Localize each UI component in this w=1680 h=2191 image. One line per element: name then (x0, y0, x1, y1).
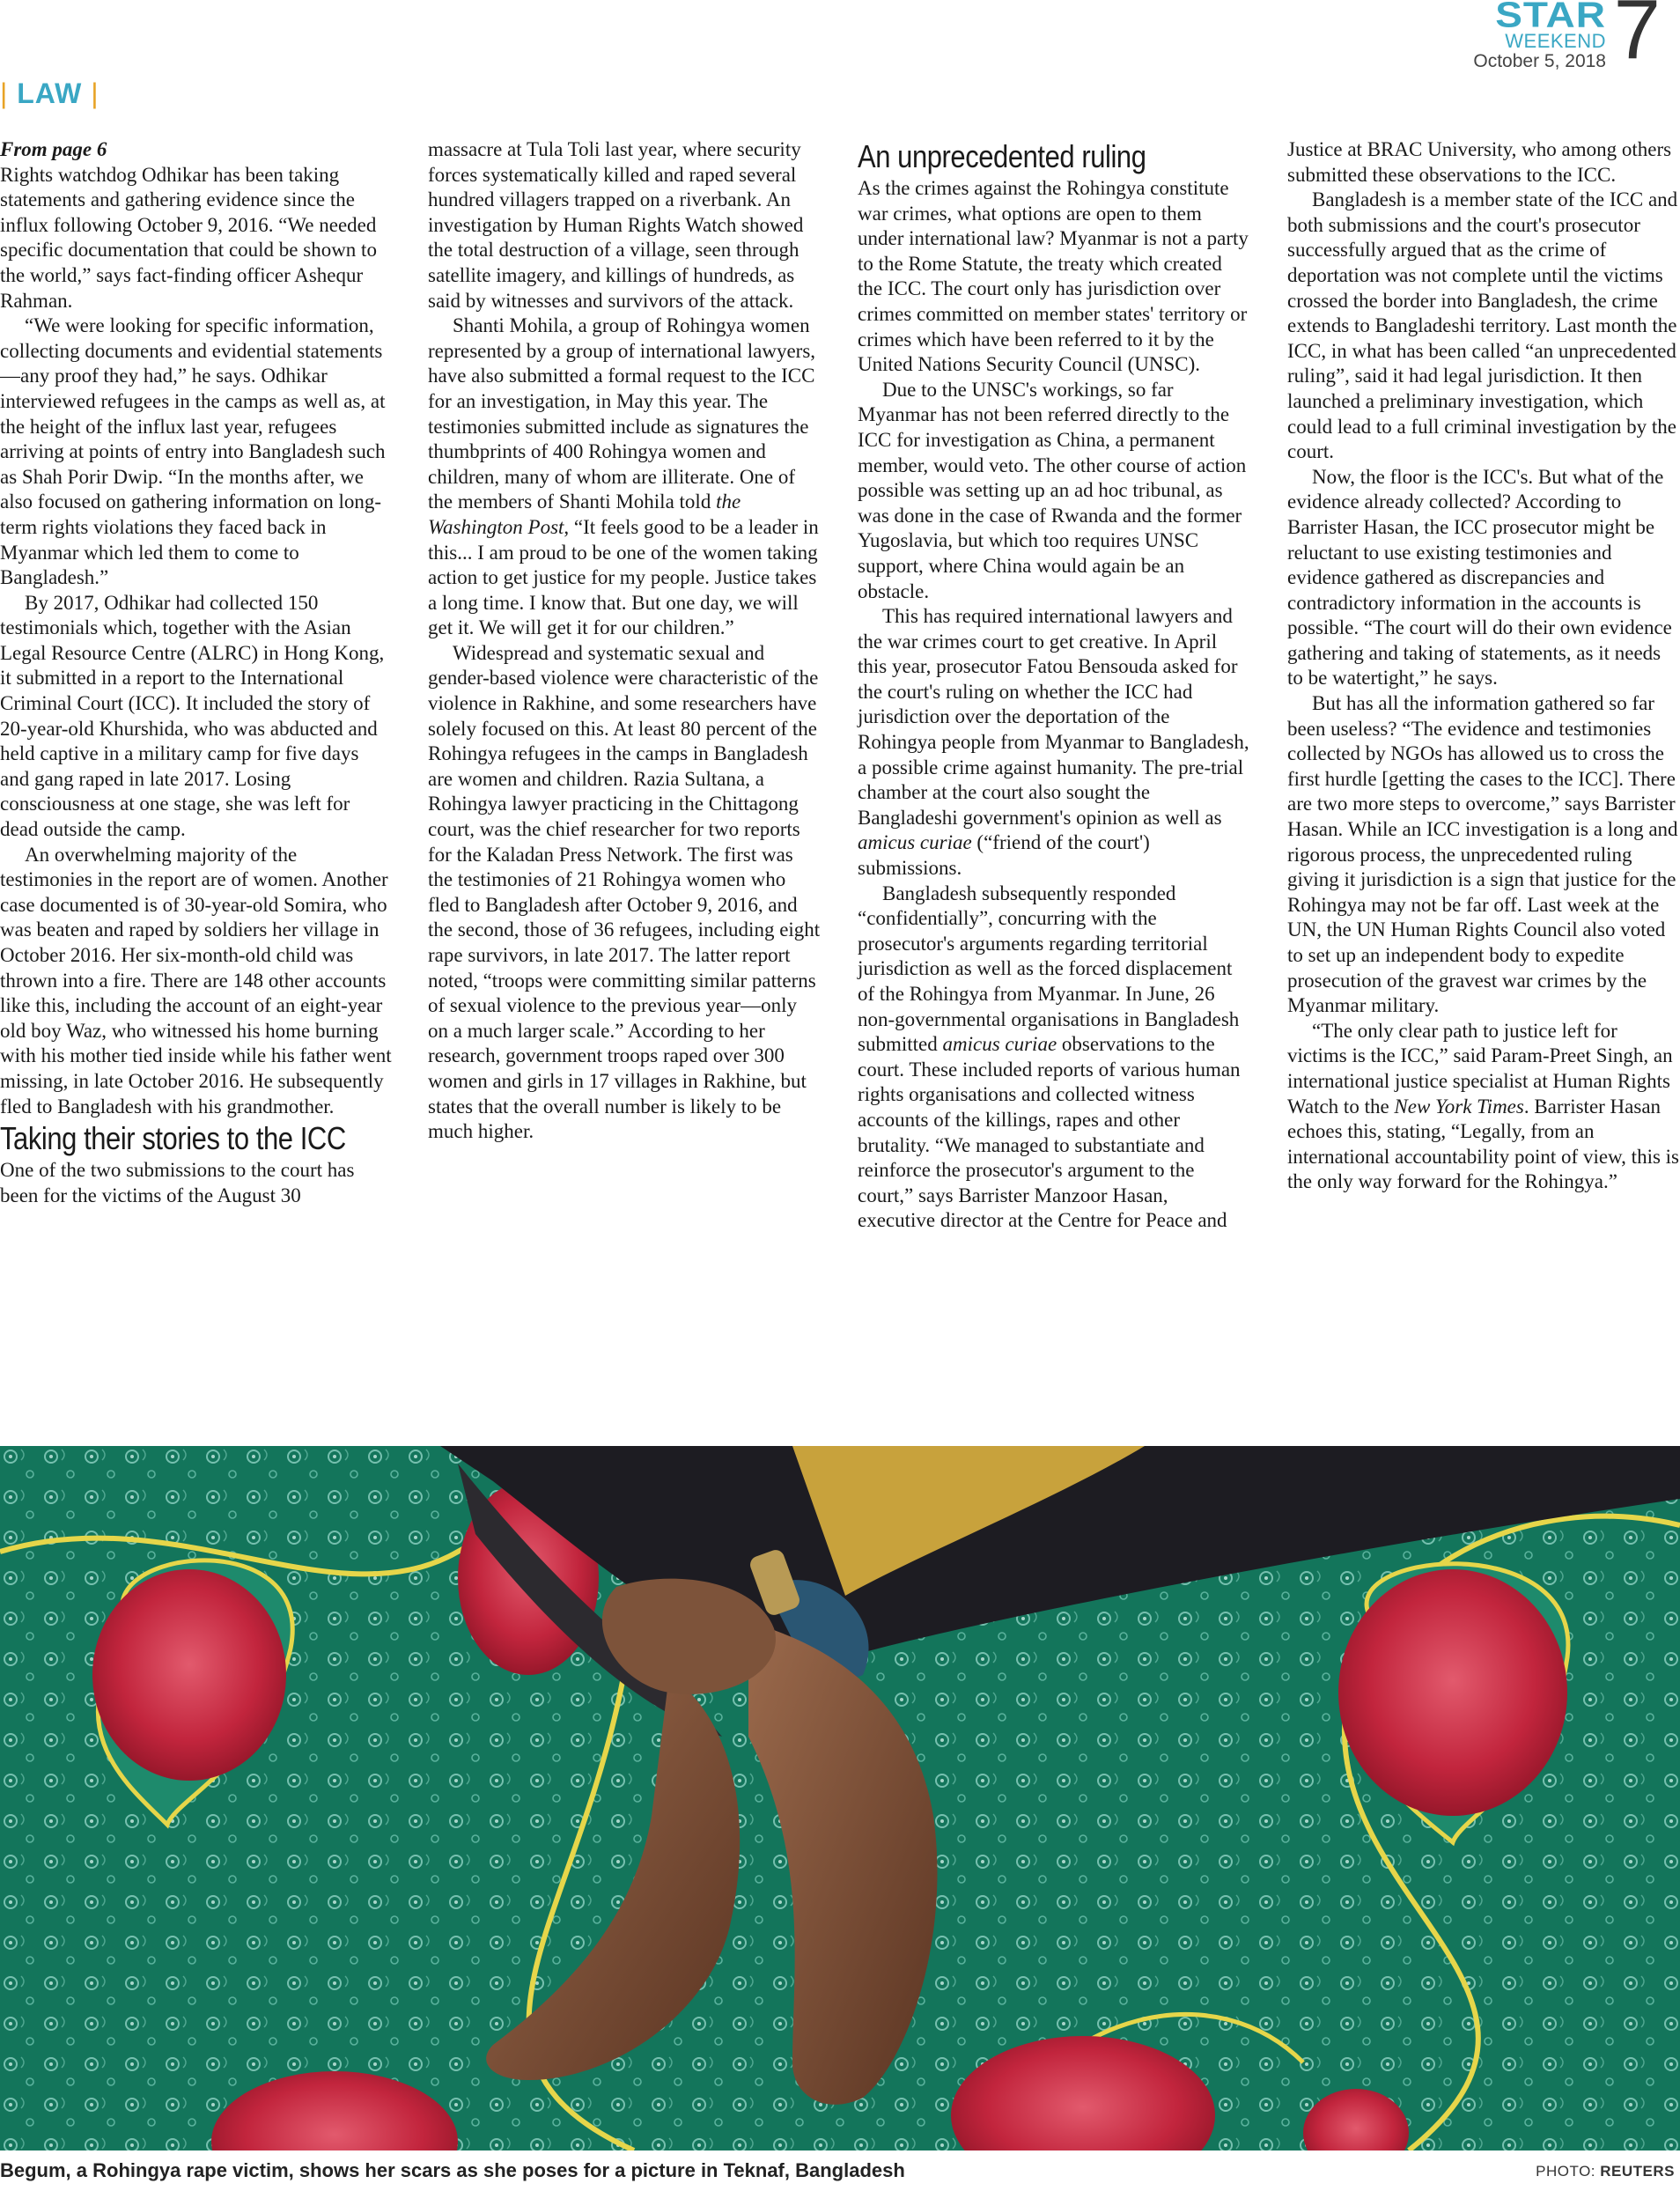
section-bar-left: | (0, 77, 9, 109)
article-column-4 (1287, 137, 1680, 1195)
paragraph: Justice at BRAC University, who among others submitted these observations to the ICC. (1287, 138, 1672, 186)
credit-source: REUTERS (1600, 2163, 1675, 2180)
paragraph: Now, the floor is the ICC's. But what of the evidence already collected? According to Barrister Hasan, the ICC prosecutor might be reluctant to use existing testimonies and evidence gathered as discrepancies and contradictory information in the accounts is possible. “The court will do their own evidence gathering and taking of statements, as it needs to be watertight,” he says. (1287, 465, 1672, 690)
section-label (0, 77, 99, 110)
subheading-taking-stories: Taking their stories to the ICC (0, 1120, 346, 1157)
text-run: (“friend of the court') submissions. (858, 831, 1150, 880)
photo-credit (1536, 2163, 1675, 2180)
paragraph (1287, 1019, 1680, 1195)
continued-from: From page 6 (0, 138, 107, 160)
publication-logo (1495, 0, 1606, 51)
paragraph: By 2017, Odhikar had collected 150 testimonials which, together with the Asian Legal Resource Centre (ALRC) in Hong Kong, it submitted in a report to the International Criminal Court (ICC). It included the story of 20-year-old Khurshida, who was abducted and held captive in a military camp for five days and gang raped in late 2017. Losing consciousness at one stage, she was left for dead outside the camp. (0, 591, 385, 841)
photo-image-icon (0, 1446, 1680, 2150)
photo-illustration (0, 1446, 1680, 2150)
text-run: . Barrister Hasan echoes this, stating, “Legally, from an international accountability point of view, this is the only way forward for the Rohingya.” (1287, 1095, 1679, 1193)
paragraph: Widespread and systematic sexual and gender-based violence were characteristic of the violence in Rakhine, and some researchers have solely focused on this. At least 80 percent of the Rohingya refugees in the camps in Bangladesh are women and children. Razia Sultana, a Rohingya lawyer practicing in the Chittagong court, was the chief researcher for two reports for the Kaladan Press Network. The first was the testimonies of 21 Rohingya women who fled to Bangladesh after October 9, 2016, and the second, those of 36 refugees, including eight rape survivors, in late 2017. The latter report noted, “troops were committing similar patterns of sexual violence to the previous year—only on a much larger scale.” According to her research, government troops raped over 300 women and girls in 17 villages in Rakhine, but states that the overall number is likely to be much higher. (428, 641, 821, 1143)
photo-caption: Begum, a Rohingya rape victim, shows her scars as she poses for a picture in Teknaf, Bangladesh (0, 2159, 905, 2181)
paragraph (858, 882, 1250, 1234)
article-column-2 (428, 137, 821, 1145)
paragraph: An overwhelming majority of the testimonies in the report are of women. Another case documented is of 30-year-old Somira, who was beaten and raped by soldiers her village in October 2016. Her six-month-old child was thrown into a fire. There are 148 other accounts like this, including the account of an eight-year old boy Waz, who witnessed his home burning with his mother tied inside while his father went missing, in late October 2016. He subsequently fled to Bangladesh with his grandmother. (0, 843, 392, 1118)
text-run: “The only clear path to justice left for victims is the ICC,” said Param-Preet Singh, an international justice specialist at Human Rights Watch to the (1287, 1019, 1673, 1118)
latin-term: amicus curiae (858, 831, 972, 854)
subheading-unprecedented-ruling: An unprecedented ruling (858, 138, 1146, 174)
text-run: Shanti Mohila, a group of Rohingya women represented by a group of international lawyers, have also submitted a formal request to the ICC for an investigation, in May this year. The testimonies submitted include as signatures the thumbprints of 400 Rohingya women and children, many of whom are illiterate. One of the members of Shanti Mohila told (428, 314, 816, 513)
paragraph (428, 314, 821, 641)
publication-name: the Washington Post (428, 491, 741, 538)
article-column-3 (858, 137, 1250, 1234)
paragraph: But has all the information gathered so far been useless? “The evidence and testimonies collected by NGOs has allowed us to cross the first hurdle [getting the cases to the ICC]. There are two more steps to overcome,” says Barrister Hasan. While an ICC investigation is a long and rigorous process, the unprecedented ruling giving it jurisdiction is a sign that justice for the Rohingya may not be far off. Last week at the UN, the UN Human Rights Council also voted to set up an independent body to expedite prosecution of the gravest war crimes by the Myanmar military. (1287, 692, 1678, 1017)
article-body (0, 137, 1680, 1423)
paragraph: As the crimes against the Rohingya constitute war crimes, what options are open to them under international law? Myanmar is not a party to the Rome Statute, the treaty which created the ICC. The court only has jurisdiction over crimes committed on member states' territory or crimes which have been referred to it by the United Nations Security Council (UNSC). (858, 177, 1249, 376)
paragraph: Rights watchdog Odhikar has been taking statements and gathering evidence since the influx following October 9, 2016. “We needed specific documentation that could be shown to the world,” says fact-finding officer Ashequr Rahman. (0, 163, 377, 312)
masthead (1449, 0, 1661, 79)
page-number: 7 (1613, 0, 1661, 77)
text-run: , “It feels good to be a leader in this... I am proud to be one of the women taking action to get justice for my people. Justice takes a long time. I know that. But one day, we will get it. We will get it for our children.” (428, 515, 819, 639)
paragraph: One of the two submissions to the court has been for the victims of the August 30 (0, 1159, 355, 1206)
latin-term: amicus curiae (942, 1033, 1057, 1056)
paragraph: Due to the UNSC's workings, so far Myanmar has not been referred directly to the ICC for investigation as China, a permanent member, would veto. The other course of action possible was setting up an ad hoc tribunal, as was done in the case of Rwanda and the former Yugoslavia, but which too requires UNSC support, where China would again be an obstacle. (858, 378, 1247, 602)
paragraph: massacre at Tula Toli last year, where security forces systematically killed and raped several hundred villagers trapped on a riverbank. An investigation by Human Rights Watch showed the total destruction of a village, seen through satellite imagery, and killings of hundreds, as said by witnesses and survivors of the attack. (428, 138, 804, 312)
paragraph (858, 604, 1250, 882)
publication-name: New York Times (1394, 1095, 1524, 1118)
section-label-text: LAW (17, 77, 83, 109)
paragraph: Bangladesh is a member state of the ICC and both submissions and the court's prosecutor successfully argued that as the crime of deportation was not complete until the victims crossed the border into Bangladesh, the crime extends to Bangladeshi territory. Last month the ICC, in what has been called “an unprecedented ruling”, said it had legal jurisdiction. It then launched a preliminary investigation, which could lead to a full criminal investigation by the court. (1287, 188, 1678, 463)
credit-prefix: PHOTO: (1536, 2163, 1601, 2180)
text-run: Bangladesh subsequently responded “confidentially”, concurring with the prosecutor's arguments regarding territorial jurisdiction as well as the forced displacement of the Rohingya from Myanmar. In June, 26 non-governmental organisations in Bangladesh submitted (858, 882, 1240, 1056)
logo-weekend: WEEKEND (1505, 30, 1606, 52)
text-run: observations to the court. These included reports of various human rights organisations and collected witness accounts of the killings, rapes and other brutality. “We managed to substantiate and reinforce the prosecutor's argument to the court,” says Barrister Manzoor Hasan, executive director at the Centre for Peace and (858, 1033, 1241, 1232)
issue-date: October 5, 2018 (1473, 51, 1606, 71)
paragraph: “We were looking for specific information, collecting documents and evidential statements—any proof they had,” he says. Odhikar interviewed refugees in the camps as well as, at the height of the influx last year, refugees arriving at points of entry into Bangladesh such as Shah Porir Dwip. “In the months after, we also focused on gathering information on long-term rights violations they faced back in Myanmar which led them to come to Bangladesh.” (0, 314, 386, 589)
section-bar-right: | (91, 77, 99, 109)
logo-star: STAR (1495, 0, 1606, 35)
text-run: This has required international lawyers and the war crimes court to get creative. In April this year, prosecutor Fatou Bensouda asked for the court's ruling on whether the ICC had jurisdiction over the deportation of the Rohingya people from Myanmar to Bangladesh, a possible crime against humanity. The pre-trial chamber at the court also sought the Bangladeshi government's opinion as well as (858, 605, 1249, 829)
article-column-1 (0, 137, 393, 1208)
